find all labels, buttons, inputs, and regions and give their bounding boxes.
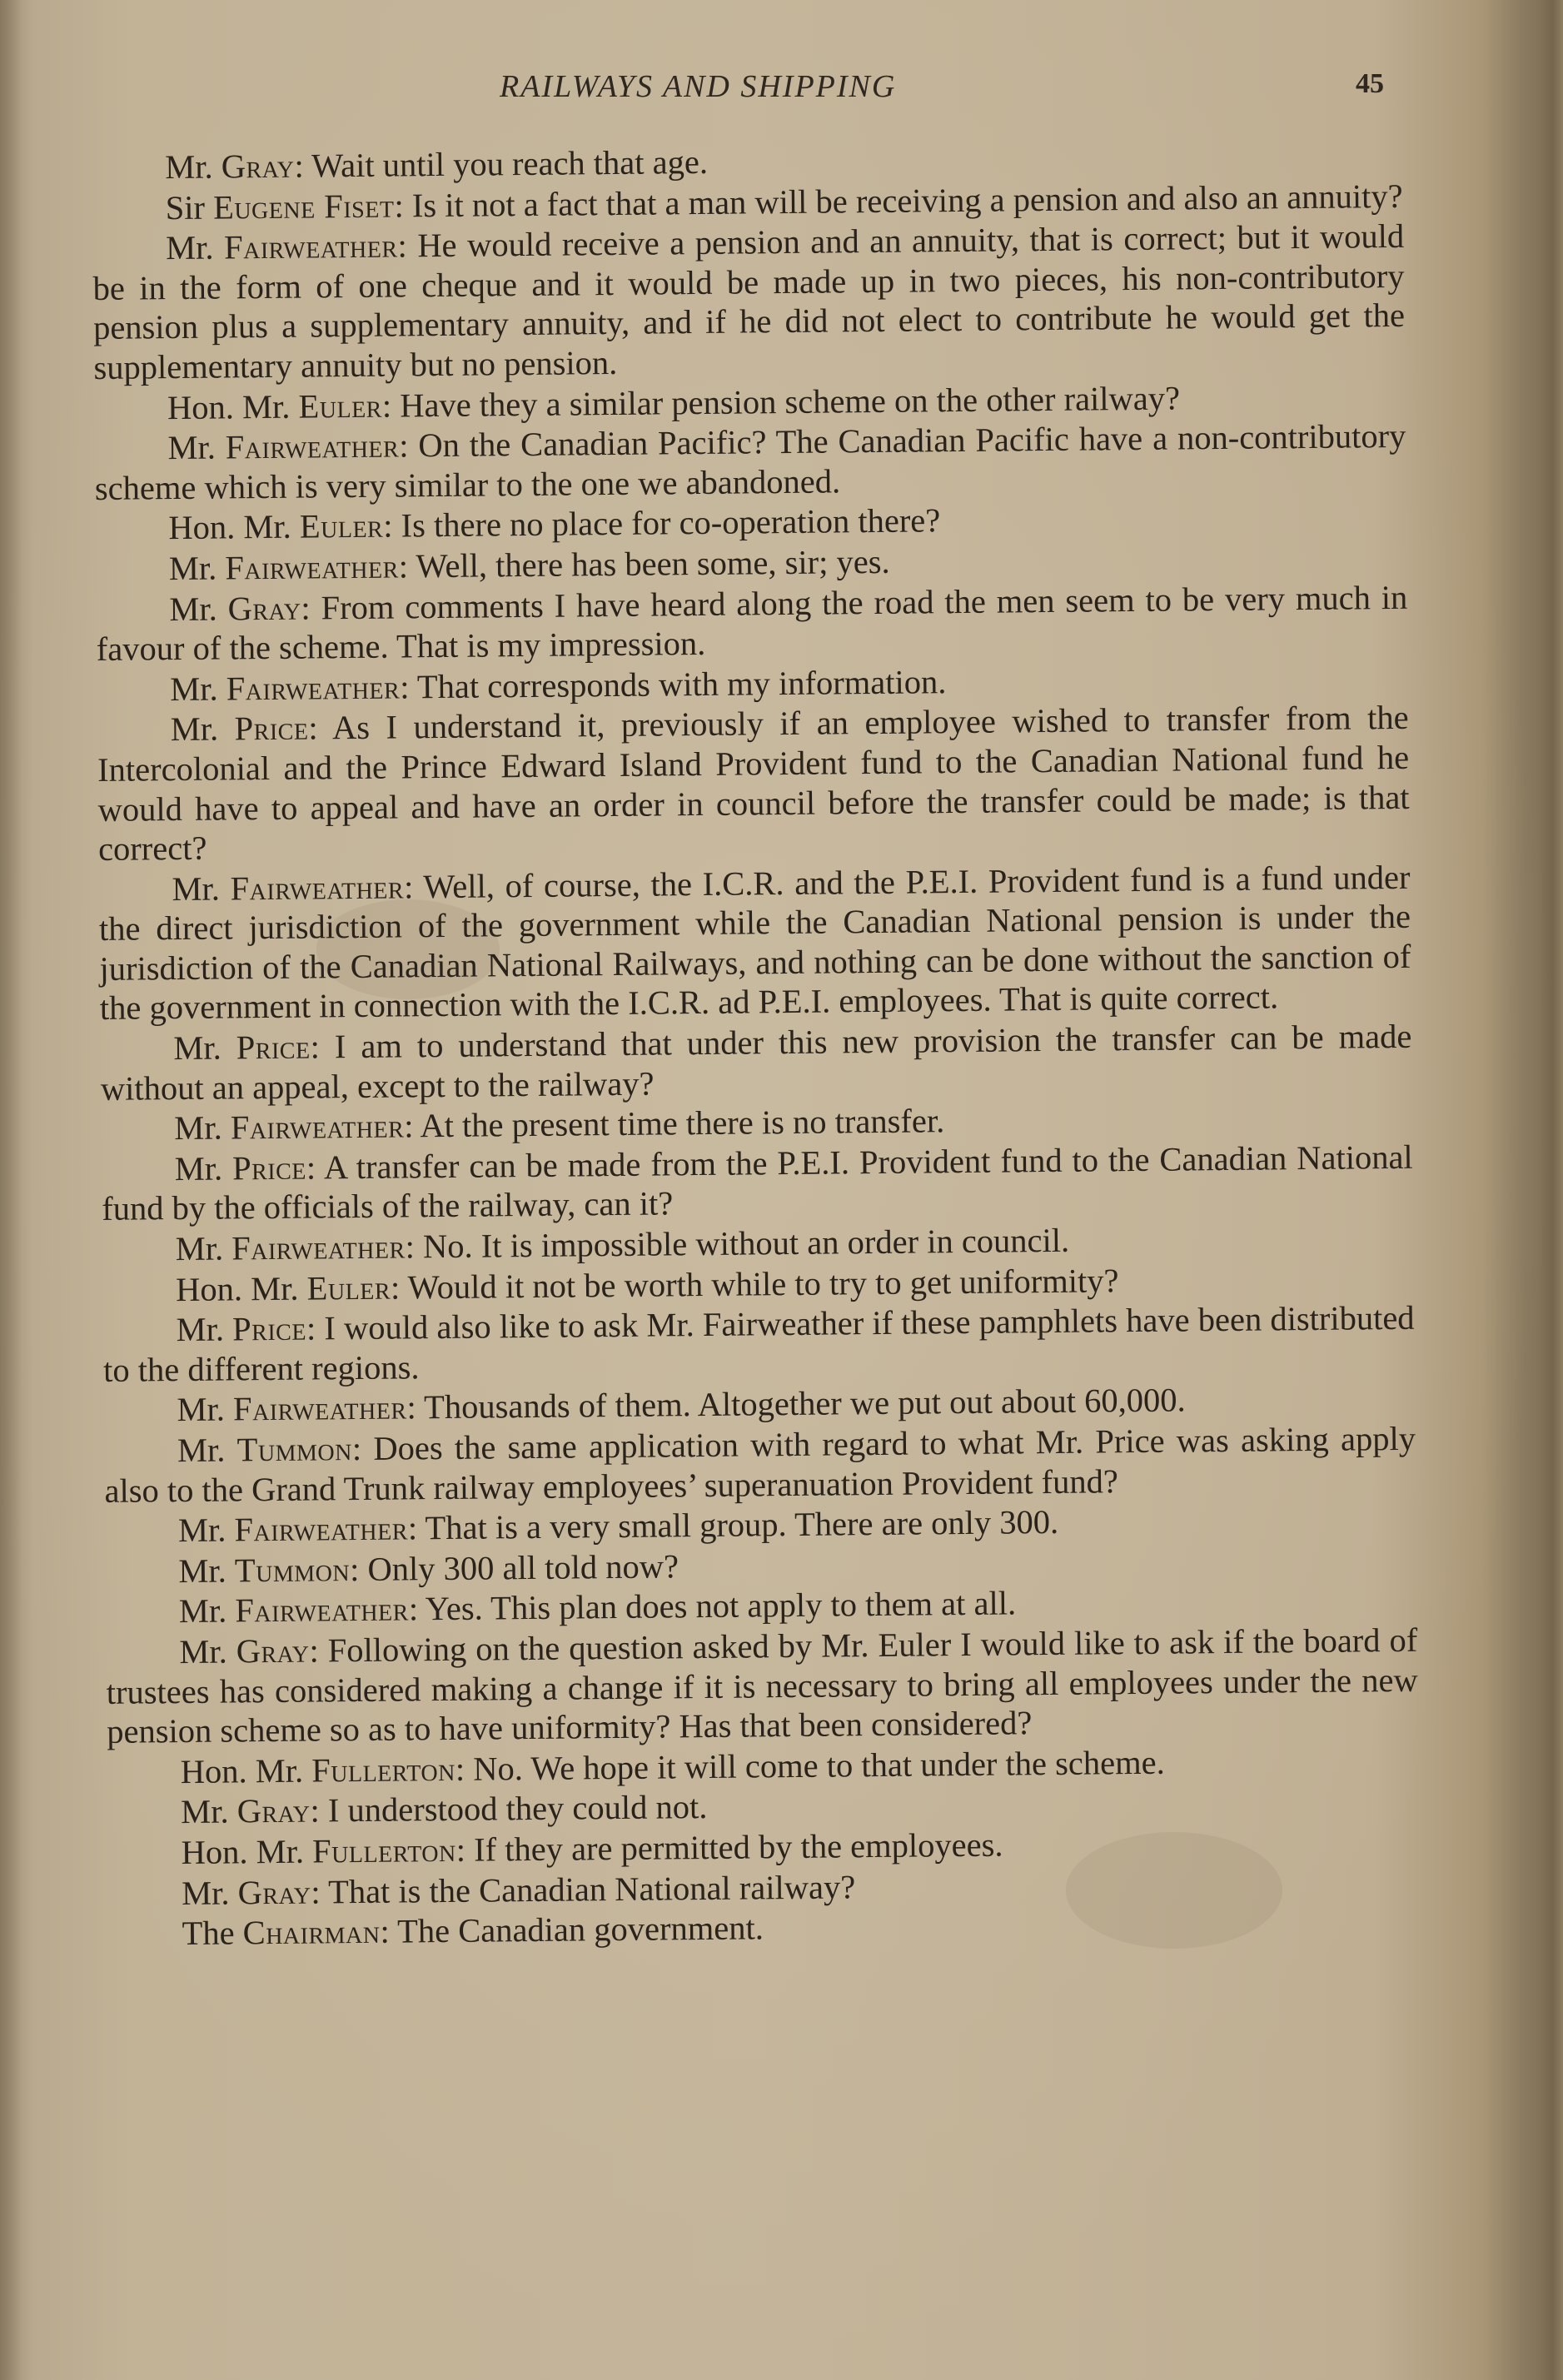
- transcript-paragraph: Hon. Mr. Fullerton: No. We hope it will come to that under the scheme.: [180, 1743, 1165, 1790]
- transcript-paragraph: The Chairman: The Canadian government.: [182, 1909, 764, 1953]
- speech-text: Does the same application with regard to what Mr. Price was asking apply also to the Grand Trunk railway employees’ superanuation Provident fund?: [104, 1419, 1416, 1510]
- speaker-name: Fairweather: [225, 547, 400, 587]
- transcript-paragraph: Mr. Gray: Following on the question asked by Mr. Euler I would like to ask if the board of trustees has considered making a change if it is necessary to bring all employees under the new pension scheme so as to have uniformity? Has that been considered?: [106, 1621, 1418, 1751]
- transcript-paragraph: Mr. Tummon: Does the same application with regard to what Mr. Price was asking apply also to the Grand Trunk railway employees’ superanuation Provident fund?: [104, 1419, 1416, 1510]
- speaker-prefix: The: [182, 1914, 235, 1953]
- speaker-prefix: Mr.: [177, 1390, 226, 1429]
- speaker-name: Fairweather: [234, 1509, 409, 1549]
- speaker-prefix: Mr.: [174, 1149, 223, 1188]
- speaker-name: Tummon: [236, 1430, 353, 1469]
- speaker-prefix: Mr.: [175, 1229, 224, 1268]
- speech-text: I understood they could not.: [327, 1788, 708, 1830]
- speaker-prefix: Mr.: [178, 1591, 227, 1631]
- transcript-paragraph: Mr. Gray: I understood they could not.: [180, 1788, 708, 1831]
- speaker-prefix: Hon. Mr.: [168, 508, 291, 547]
- speech-text: He would receive a pension and an annuity, that is correct; but it would be in the form of one cheque and it would be made up in two pieces, his non-contributory pension plus a supplementary annuity, and if he did not elect to contribute he would get the supplementary annuity but no pension.: [92, 217, 1406, 386]
- speaker-name: Fullerton: [311, 1750, 456, 1790]
- transcript-paragraph: Mr. Fairweather: Yes. This plan does not apply to them at all.: [178, 1584, 1017, 1631]
- transcript-paragraph: Mr. Price: A transfer can be made from the P.E.I. Provident fund to the Canadian National fund by the officials of the railway, can it?: [102, 1138, 1413, 1228]
- speaker-prefix: Mr.: [170, 670, 218, 708]
- speaker-name: Fairweather: [232, 1388, 407, 1428]
- speaker-name: Fairweather: [226, 668, 401, 708]
- speaker-prefix: Mr.: [173, 1028, 222, 1068]
- speech-text: Is it not a fact that a man will be receiving a pension and also an annuity?: [411, 177, 1403, 224]
- transcript-paragraph: Mr. Tummon: Only 300 all told now?: [178, 1547, 679, 1590]
- transcript-paragraph: Mr. Price: I am to understand that under this new provision the transfer can be made without an appeal, except to the railway?: [100, 1017, 1412, 1108]
- speaker-name: Chairman: [242, 1912, 381, 1952]
- transcript-paragraph: Mr. Fairweather: That corresponds with my information.: [170, 662, 947, 708]
- speech-text: Well, there has been some, sir; yes.: [416, 542, 890, 585]
- speaker-prefix: Mr.: [168, 549, 217, 588]
- speaker-prefix: Mr.: [177, 1431, 226, 1470]
- speaker-prefix: Mr.: [180, 1792, 229, 1831]
- speaker-name: Eugene Fiset: [212, 187, 395, 227]
- speaker-prefix: Hon. Mr.: [167, 387, 291, 426]
- transcript-paragraph: Mr. Fairweather: At the present time there is no transfer.: [174, 1102, 945, 1148]
- speaker-prefix: Mr.: [169, 590, 217, 628]
- transcript-paragraph: Mr. Gray: That is the Canadian National railway?: [181, 1867, 856, 1912]
- speaker-prefix: Sir: [165, 188, 206, 227]
- running-title: RAILWAYS AND SHIPPING: [500, 69, 897, 104]
- speech-text: Following on the question asked by Mr. Euler I would like to ask if the board of trustees has considered making a change if it is necessary to bring all employees under the new pension scheme so as to have uniformity? Has that been considered?: [106, 1621, 1418, 1751]
- speech-text: The Canadian government.: [396, 1909, 764, 1950]
- transcript-paragraph: Mr. Fairweather: That is a very small group. There are only 300.: [177, 1503, 1059, 1550]
- speech-text: Yes. This plan does not apply to them at all.: [425, 1584, 1017, 1628]
- speaker-name: Price: [231, 1148, 307, 1188]
- speech-text: Would it not be worth while to try to get uniformity?: [407, 1261, 1119, 1307]
- speaker-prefix: Mr.: [172, 869, 221, 908]
- speaker-prefix: Hon. Mr.: [180, 1751, 304, 1790]
- speaker-prefix: Mr.: [179, 1632, 227, 1671]
- speaker-name: Euler: [299, 507, 384, 545]
- transcript-paragraph: Mr. Fairweather: Thousands of them. Altogether we put out about 60,000.: [177, 1381, 1186, 1429]
- speaker-name: Fairweather: [223, 227, 398, 266]
- transcript-body: [92, 136, 1421, 1955]
- speech-text: Thousands of them. Altogether we put out about 60,000.: [423, 1381, 1186, 1427]
- speaker-name: Tummon: [234, 1550, 351, 1590]
- transcript-paragraph: Mr. Gray: Wait until you reach that age.: [165, 142, 709, 187]
- speaker-name: Gray: [227, 589, 301, 627]
- speech-text: On the Canadian Pacific? The Canadian Pacific have a non-contributory scheme which is very similar to the one we abandoned.: [94, 417, 1406, 507]
- transcript-paragraph: Mr. Price: I would also like to ask Mr. Fairweather if these pamphlets have been distributed to the different regions.: [102, 1299, 1415, 1389]
- speaker-prefix: Mr.: [167, 428, 217, 467]
- speaker-name: Gray: [236, 1631, 310, 1670]
- speaker-prefix: Mr.: [177, 1511, 226, 1550]
- speech-text: No. It is impossible without an order in council.: [422, 1221, 1070, 1266]
- transcript-paragraph: Mr. Fairweather: No. It is impossible without an order in council.: [175, 1221, 1070, 1268]
- transcript-paragraph: Mr. Gray: From comments I have heard along the road the men seem to be very much in favour of the scheme. That is my impression.: [96, 578, 1408, 669]
- speech-text: At the present time there is no transfer.: [420, 1102, 945, 1145]
- speaker-name: Fairweather: [235, 1590, 410, 1630]
- transcript-paragraph: Mr. Fairweather: Well, of course, the I.C.R. and the P.E.I. Provident fund is a fund under the direct jurisdiction of the government while the Canadian National pension is under the jurisdiction of the Canadian National Railways, and nothing can be done without the sanction of the government in connection with the I.C.R. ad P.E.I. employees. That is quite correct.: [98, 858, 1411, 1028]
- speaker-name: Fairweather: [230, 1107, 405, 1147]
- speech-text: I would also like to ask Mr. Fairweather if these pamphlets have been distributed to the different regions.: [102, 1299, 1415, 1389]
- speaker-prefix: Hon. Mr.: [175, 1269, 299, 1308]
- speaker-name: Euler: [298, 386, 383, 426]
- page-number: 45: [1356, 68, 1384, 99]
- speech-text: I am to understand that under this new provision the transfer can be made without an appeal, except to the railway?: [100, 1017, 1412, 1108]
- speaker-name: Fullerton: [311, 1830, 456, 1870]
- speech-text: Is there no place for co-operation there?: [401, 501, 941, 545]
- page-right-edge-shadow: [1538, 0, 1563, 2380]
- speaker-name: Price: [234, 709, 309, 748]
- speaker-name: Fairweather: [231, 1227, 406, 1267]
- transcript-paragraph: Hon. Mr. Fullerton: If they are permitted by the employees.: [181, 1825, 1003, 1871]
- transcript-paragraph: Mr. Fairweather: He would receive a pension and an annuity, that is correct; but it would be in the form of one cheque and it would be made up in two pieces, his non-contributory pension plus a supplementary annuity, and if he did not elect to contribute he would get the supplementary annuity but no pension.: [92, 217, 1406, 386]
- speaker-prefix: Mr.: [165, 228, 214, 267]
- speech-text: From comments I have heard along the road the men seem to be very much in favour of the scheme. That is my impression.: [96, 578, 1408, 669]
- speaker-name: Fairweather: [230, 868, 405, 908]
- speaker-prefix: Mr.: [181, 1874, 230, 1912]
- speaker-name: Price: [236, 1028, 311, 1067]
- transcript-paragraph: Mr. Fairweather: On the Canadian Pacific? The Canadian Pacific have a non-contributory scheme which is very similar to the one we abandoned.: [94, 417, 1406, 507]
- speaker-name: Fairweather: [225, 426, 400, 466]
- speech-text: If they are permitted by the employees.: [473, 1825, 1003, 1869]
- speaker-prefix: Mr.: [176, 1310, 225, 1349]
- speaker-prefix: Mr.: [178, 1551, 227, 1590]
- speech-text: Well, of course, the I.C.R. and the P.E.I. Provident fund is a fund under the direct jurisdiction of the government while the Canadian National pension is under the jurisdiction of the Canadian National Railways, and nothing can be done without the sanction of the government in connection with the I.C.R. ad P.E.I. employees. That is quite correct.: [98, 858, 1411, 1028]
- speech-text: Have they a similar pension scheme on the other railway?: [400, 379, 1181, 425]
- transcript-paragraph: Mr. Price: As I understand it, previously if an employee wished to transfer from the Intercolonial and the Prince Edward Island Provident fund to the Canadian National fund he would have to appeal and have an order in council before the transfer could be made; is that correct?: [97, 699, 1410, 869]
- speech-text: No. We hope it will come to that under the scheme.: [472, 1743, 1165, 1788]
- speaker-name: Euler: [306, 1268, 391, 1307]
- speech-text: That is the Canadian National railway?: [327, 1867, 856, 1910]
- speaker-prefix: Mr.: [165, 147, 213, 187]
- speech-text: Only 300 all told now?: [367, 1547, 679, 1588]
- transcript-paragraph: Hon. Mr. Euler: Have they a similar pension scheme on the other railway?: [167, 379, 1181, 426]
- speaker-name: Price: [231, 1309, 307, 1348]
- speech-text: A transfer can be made from the P.E.I. Provident fund to the Canadian National fund by the officials of the railway, can it?: [102, 1138, 1413, 1228]
- speech-text: That corresponds with my information.: [416, 662, 947, 705]
- speaker-name: Gray: [236, 1791, 311, 1830]
- speaker-name: Gray: [221, 147, 295, 186]
- speaker-prefix: Mr.: [174, 1108, 222, 1148]
- transcript-paragraph: Mr. Fairweather: Well, there has been some, sir; yes.: [168, 542, 890, 588]
- speech-text: That is a very small group. There are only 300.: [425, 1503, 1059, 1547]
- transcript-paragraph: Sir Eugene Fiset: Is it not a fact that a man will be receiving a pension and also an annuity?: [165, 177, 1403, 227]
- speech-text: As I understand it, previously if an employee wished to transfer from the Intercolonial and the Prince Edward Island Provident fund to the Canadian National fund he would have to appeal and have an order in council before the transfer could be made; is that correct?: [97, 699, 1410, 869]
- speaker-name: Gray: [237, 1873, 311, 1911]
- transcript-paragraph: Hon. Mr. Euler: Is there no place for co-operation there?: [168, 501, 941, 547]
- speech-text: Wait until you reach that age.: [311, 142, 709, 185]
- transcript-paragraph: Hon. Mr. Euler: Would it not be worth while to try to get uniformity?: [175, 1261, 1119, 1308]
- speaker-prefix: Mr.: [170, 710, 219, 749]
- speaker-prefix: Hon. Mr.: [181, 1832, 305, 1871]
- page-left-edge-shadow: [0, 0, 22, 2380]
